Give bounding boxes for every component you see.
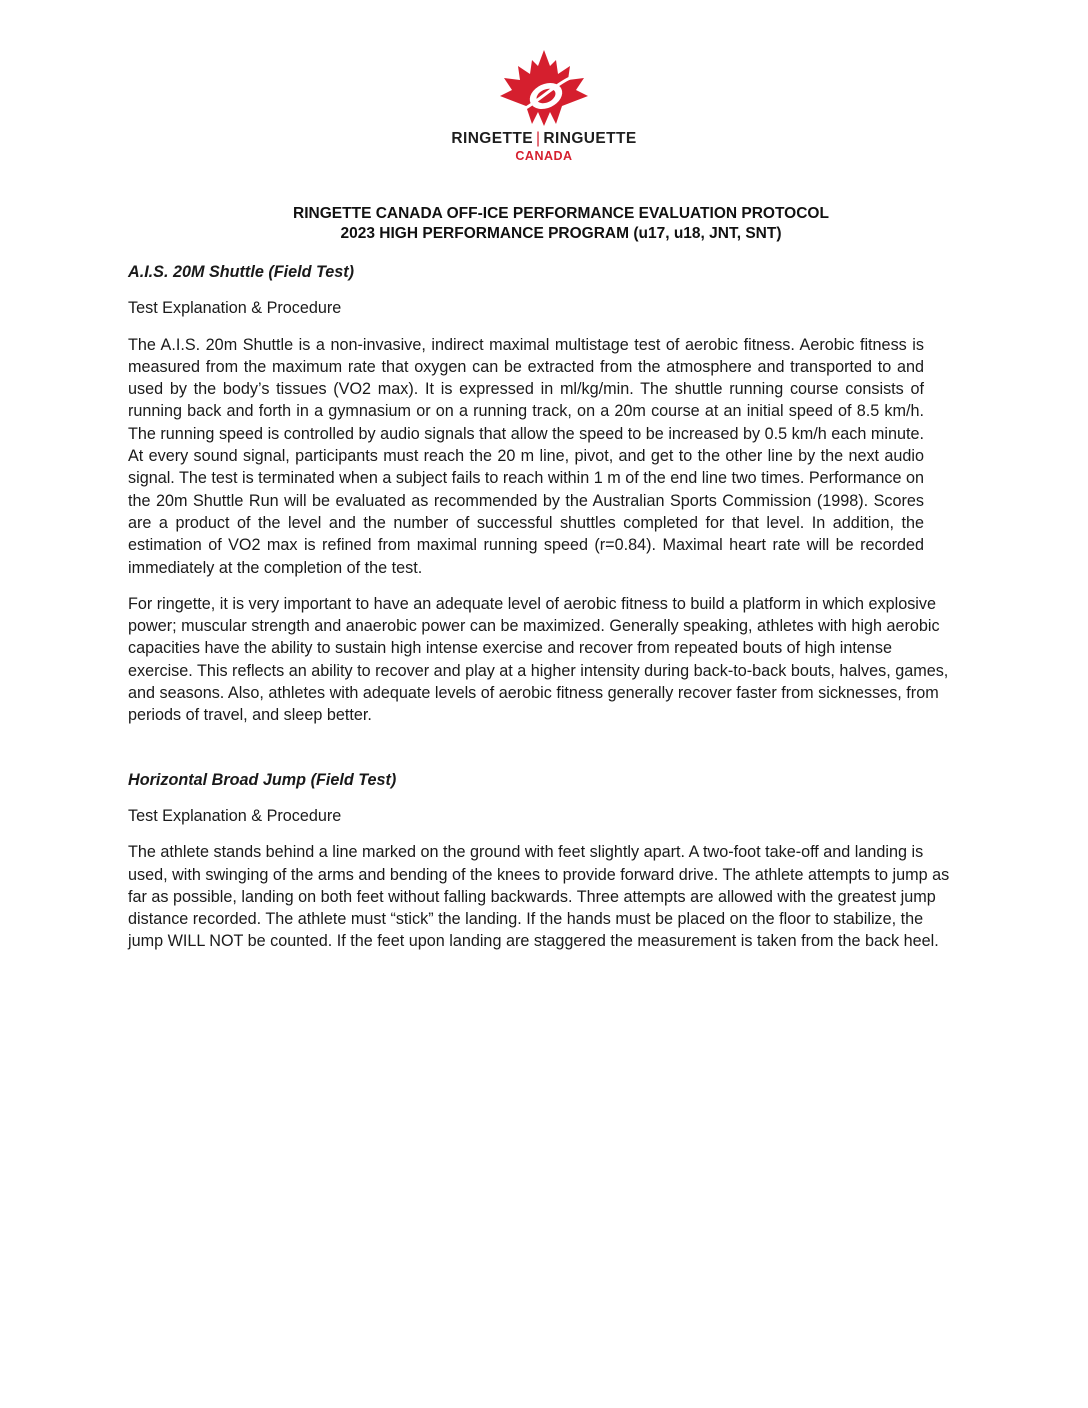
section-shuttle bbox=[128, 261, 950, 727]
title-line-1: RINGETTE CANADA OFF-ICE PERFORMANCE EVALUATION PROTOCOL bbox=[293, 205, 829, 222]
ringette-canada-logo bbox=[0, 48, 1088, 163]
logo-wordmark bbox=[0, 130, 1088, 148]
document-body bbox=[128, 261, 950, 967]
logo-name-left: RINGETTE bbox=[451, 130, 533, 147]
logo-name-right: RINGUETTE bbox=[543, 130, 637, 147]
logo-country: CANADA bbox=[515, 149, 573, 163]
logo-separator: | bbox=[535, 130, 541, 147]
section-broad-jump bbox=[128, 769, 950, 953]
paragraph: For ringette, it is very important to have an adequate level of aerobic fitness to build a platform in which explosive power; muscular strength and anaerobic power can be maximized. Generally speaking, athletes with high aerobic capacities have the ability to sustain high intense exercise and recover from repeated bouts of high intense exercise. This reflects an ability to recover and play at a higher intensity during back-to-back bouts, halves, games, and seasons. Also, athletes with adequate levels of aerobic fitness generally recover faster from sicknesses, from periods of travel, and sleep better. bbox=[128, 594, 949, 725]
section-heading: A.I.S. 20M Shuttle (Field Test) bbox=[128, 263, 355, 281]
paragraph: The athlete stands behind a line marked on the ground with feet slightly apart. A two-foot take-off and landing is used, with swinging of the arms and bending of the knees to provide forward drive. The athlete attempts to jump as far as possible, landing on both feet without falling backwards. Three attempts are allowed with the greatest jump distance recorded. The athlete must “stick” the landing. If the hands must be placed on the floor to stabilize, the jump WILL NOT be counted. If the feet upon landing are staggered the measurement is taken from the back heel. bbox=[128, 843, 950, 951]
paragraph: The A.I.S. 20m Shuttle is a non-invasive, indirect maximal multistage test of aerobic fitness. Aerobic fitness is measured from the maximum rate that oxygen can be extracted from the atmosphere and transported to and used by the body’s tissues (VO2 max). It is expressed in ml/kg/min. The shuttle running course consists of running back and forth in a gymnasium or on a running track, on a 20m course at an initial speed of 8.5 km/h. The running speed is controlled by audio signals that allow the speed to be increased by 0.5 km/h each minute. At every sound signal, participants must reach the 20 m line, pivot, and get to the other line by the next audio signal. The test is terminated when a subject fails to reach within 1 m of the end line two times. Performance on the 20m Shuttle Run will be evaluated as recommended by the Australian Sports Commission (1998). Scores are a product of the level and the number of successful shuttles completed for that level. In addition, the estimation of VO2 max is refined from maximal running speed (r=0.84). Maximal heart rate will be recorded immediately at the completion of the test. bbox=[128, 335, 924, 577]
section-subheading: Test Explanation & Procedure bbox=[128, 299, 342, 318]
title-line-2: 2023 HIGH PERFORMANCE PROGRAM (u17, u18, JNT, SNT) bbox=[340, 225, 782, 242]
maple-leaf-ring-icon bbox=[496, 48, 592, 128]
section-heading: Horizontal Broad Jump (Field Test) bbox=[128, 770, 397, 789]
document-title bbox=[0, 204, 1088, 244]
section-subheading: Test Explanation & Procedure bbox=[128, 806, 342, 825]
